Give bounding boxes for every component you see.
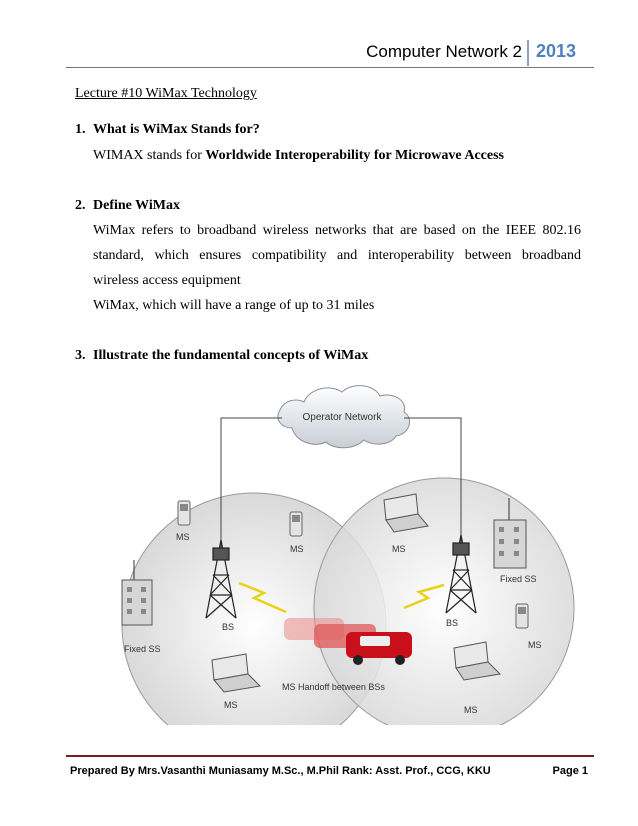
question-3-number: 3. [75,348,86,363]
label-ms-left-bottom: MS [224,700,238,710]
label-ms-left-2: MS [290,544,304,554]
left-phone-1-icon [178,501,190,525]
answer-2-line-1: WiMax refers to broadband wireless networks that are based on the IEEE 802.16 [93,223,581,238]
label-ms-right-2: MS [528,640,542,650]
left-phone-2-icon [290,512,302,536]
wimax-diagram [114,380,584,725]
question-2-number: 2. [75,198,86,213]
question-1-text: What is WiMax Stands for? [93,122,260,137]
cloud-label: Operator Network [302,412,382,423]
answer-1-expansion: Worldwide Interoperability for Microwave Access [205,148,504,163]
label-bs-left: BS [222,622,235,632]
question-3-text: Illustrate the fundamental concepts of WiMax [93,348,369,363]
footer-rule [66,755,594,757]
answer-2-line-3: wireless access equipment [93,273,241,288]
answer-2-line-2: standard, which ensures compatibility and interoperability between broadband [93,248,581,263]
operator-network-cloud [278,386,410,448]
header-rule [66,67,594,68]
right-phone-icon [516,604,528,628]
label-ms-left-1: MS [176,532,190,542]
answer-2-line-4: WiMax, which will have a range of up to 31 miles [93,298,375,313]
question-3-title [75,348,368,364]
header-year: 2013 [536,41,577,61]
header-separator [527,40,529,66]
answer-1-prefix: WIMAX stands for [93,148,206,163]
question-1-answer [93,148,581,164]
label-handoff: MS Handoff between BSs [282,682,385,692]
label-fixed-ss-left: Fixed SS [124,644,161,654]
question-2-text: Define WiMax [93,198,180,213]
footer-credit: Prepared By Mrs.Vasanthi Muniasamy M.Sc., M.Phil Rank: Asst. Prof., CCG, KKU [70,765,491,777]
question-1-number: 1. [75,122,86,137]
question-2-title [75,198,180,214]
header-title: Computer Network 2 [366,42,522,61]
question-1-title [75,122,260,138]
label-ms-right-1: MS [392,544,406,554]
footer-page-number: Page 1 [552,765,588,777]
label-bs-right: BS [446,618,459,628]
label-fixed-ss-right: Fixed SS [500,574,537,584]
lecture-title: Lecture #10 WiMax Technology [75,86,257,101]
label-ms-right-bottom: MS [464,705,478,715]
